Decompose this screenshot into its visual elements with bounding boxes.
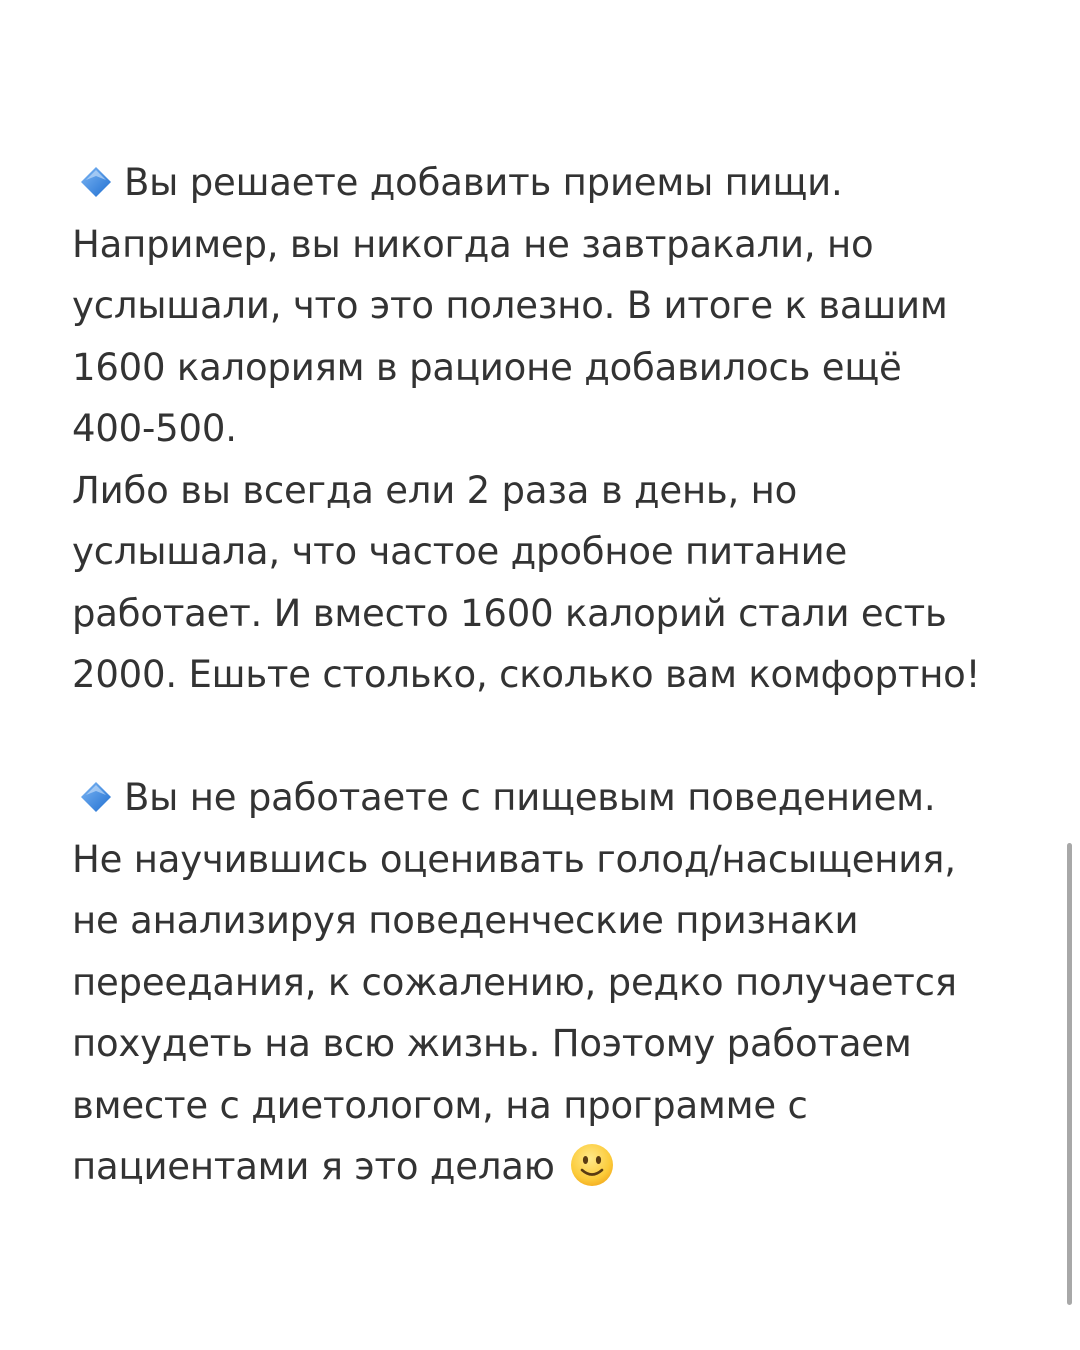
- section1-line-6: Либо вы всегда ели 2 раза в день, но: [72, 468, 798, 512]
- small-blue-diamond-icon: [78, 164, 114, 200]
- small-blue-diamond-icon: [78, 779, 114, 815]
- section1-line-1: [72, 152, 1032, 214]
- section1-line-text: Вы решаете добавить приемы пищи.: [124, 161, 843, 204]
- slightly-smiling-face-icon: [569, 1142, 615, 1188]
- section2-line-1: [72, 767, 1032, 829]
- section2-line-7: [72, 1136, 1032, 1198]
- section2-line-6: вместе с диетологом, на программе с: [72, 1083, 808, 1127]
- paragraph-gap: [72, 706, 1032, 768]
- section1-line-5: 400-500.: [72, 407, 237, 450]
- vertical-scrollbar[interactable]: [1067, 843, 1072, 1305]
- section1-line-3: услышали, что это полезно. В итоге к вашим: [72, 284, 948, 327]
- section1-line-2: Например, вы никогда не завтракали, но: [72, 222, 874, 266]
- section1-line-9: 2000. Ешьте столько, сколько вам комфортно!: [72, 653, 981, 696]
- section2-line-3: не анализируя поведенческие признаки: [72, 899, 859, 942]
- section2-line-text: Вы не работаете с пищевым поведением.: [124, 776, 936, 819]
- section2-line-5: похудеть на всю жизнь. Поэтому работаем: [72, 1022, 912, 1065]
- section2-line-4: переедания, к сожалению, редко получается: [72, 960, 957, 1004]
- section2-line-text: пациентами я это делаю: [72, 1145, 555, 1188]
- section1-line-8: работает. И вместо 1600 калорий стали есть: [72, 591, 947, 635]
- section1-line-4: 1600 калориям в рационе добавилось ещё: [72, 345, 902, 389]
- note-text[interactable]: [72, 152, 1032, 1198]
- section1-line-7: услышала, что частое дробное питание: [72, 530, 848, 573]
- section2-line-2: Не научившись оценивать голод/насыщения,: [72, 837, 956, 881]
